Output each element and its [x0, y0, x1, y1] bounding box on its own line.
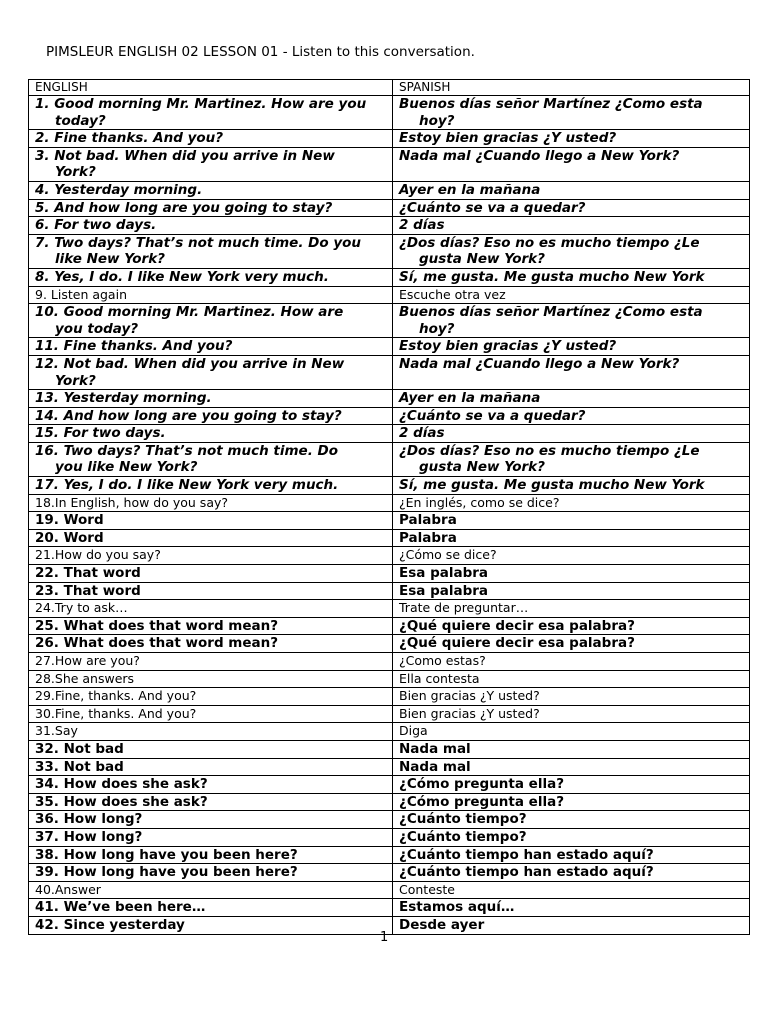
english-cell	[29, 407, 393, 425]
header-spanish: SPANISH	[393, 80, 750, 96]
spanish-text: Estamos aquí…	[399, 899, 515, 916]
table-row	[29, 529, 750, 547]
english-text: 18.In English, how do you say?	[35, 494, 229, 510]
english-cell	[29, 828, 393, 846]
english-cell	[29, 846, 393, 864]
english-text: 15. For two days.	[35, 425, 166, 442]
spanish-cell	[393, 494, 750, 512]
spanish-cell	[393, 723, 750, 741]
english-text: 8. Yes, I do. I like New York very much.	[35, 268, 329, 285]
spanish-text: Escuche otra vez	[399, 286, 506, 302]
spanish-cell	[393, 304, 750, 338]
spanish-cell	[393, 442, 750, 476]
table-row	[29, 582, 750, 600]
english-text-continued: York?	[55, 372, 96, 389]
table-row	[29, 846, 750, 864]
english-cell	[29, 547, 393, 565]
english-text: 27.How are you?	[35, 653, 140, 668]
spanish-cell	[393, 705, 750, 723]
english-cell	[29, 582, 393, 600]
spanish-cell	[393, 529, 750, 547]
table-row	[29, 512, 750, 530]
english-text: 38. How long have you been here?	[35, 846, 298, 863]
english-cell	[29, 147, 393, 181]
english-text: 20. Word	[35, 529, 104, 546]
english-text: 42. Since yesterday	[35, 916, 185, 933]
english-text: 5. And how long are you going to stay?	[35, 199, 333, 216]
english-text: 10. Good morning Mr. Martinez. How are	[35, 304, 344, 321]
spanish-cell	[393, 234, 750, 268]
english-cell	[29, 793, 393, 811]
english-cell	[29, 653, 393, 671]
spanish-text: Nada mal	[399, 758, 471, 775]
spanish-text-continued: gusta New York?	[419, 251, 545, 268]
spanish-cell	[393, 407, 750, 425]
spanish-text-continued: gusta New York?	[419, 459, 545, 476]
english-cell	[29, 881, 393, 899]
table-row	[29, 653, 750, 671]
english-text: 39. How long have you been here?	[35, 864, 298, 881]
english-cell	[29, 565, 393, 583]
english-text: 26. What does that word mean?	[35, 635, 279, 652]
table-row	[29, 147, 750, 181]
spanish-text: Esa palabra	[399, 565, 489, 582]
english-text: 21.How do you say?	[35, 547, 161, 563]
vocabulary-table	[28, 79, 750, 935]
english-text: 23. That word	[35, 582, 141, 599]
spanish-text: Palabra	[399, 529, 457, 546]
english-text: 14. And how long are you going to stay?	[35, 407, 342, 424]
table-row	[29, 425, 750, 443]
table-row	[29, 494, 750, 512]
spanish-text: Ayer en la mañana	[399, 181, 541, 198]
english-text: 33. Not bad	[35, 758, 124, 775]
english-text: 34. How does she ask?	[35, 776, 208, 793]
english-cell	[29, 338, 393, 356]
spanish-text: Ella contesta	[399, 670, 480, 686]
spanish-text: Bien gracias ¿Y usted?	[399, 688, 540, 704]
english-cell	[29, 181, 393, 199]
spanish-cell	[393, 600, 750, 618]
table-row	[29, 338, 750, 356]
spanish-cell	[393, 881, 750, 899]
spanish-cell	[393, 547, 750, 565]
spanish-cell	[393, 217, 750, 235]
english-cell	[29, 234, 393, 268]
spanish-cell	[393, 864, 750, 882]
spanish-cell	[393, 355, 750, 389]
spanish-cell	[393, 390, 750, 408]
table-row	[29, 304, 750, 338]
english-text: 2. Fine thanks. And you?	[35, 130, 224, 147]
table-row	[29, 916, 750, 934]
spanish-cell	[393, 635, 750, 653]
english-text: 24.Try to ask…	[35, 600, 128, 616]
spanish-text: ¿Cómo se dice?	[399, 547, 497, 563]
english-cell	[29, 304, 393, 338]
spanish-cell	[393, 130, 750, 148]
spanish-text: Ayer en la mañana	[399, 390, 541, 407]
english-cell	[29, 130, 393, 148]
english-text: 1. Good morning Mr. Martinez. How are you	[35, 96, 367, 112]
english-text: 29.Fine, thanks. And you?	[35, 688, 197, 704]
english-text-continued: you today?	[55, 320, 139, 337]
spanish-cell	[393, 477, 750, 495]
english-text: 19. Word	[35, 512, 104, 529]
table-row	[29, 407, 750, 425]
english-text: 13. Yesterday morning.	[35, 390, 212, 407]
spanish-text: Conteste	[399, 881, 455, 897]
table-row	[29, 740, 750, 758]
page-title: PIMSLEUR ENGLISH 02 LESSON 01 - Listen to this conversation.	[46, 44, 475, 60]
english-text-continued: like New York?	[55, 251, 166, 268]
table-row	[29, 617, 750, 635]
english-text: 3. Not bad. When did you arrive in New	[35, 147, 335, 164]
english-cell	[29, 705, 393, 723]
english-text: 31.Say	[35, 723, 78, 739]
english-text: 6. For two days.	[35, 217, 157, 234]
english-cell	[29, 268, 393, 286]
table-row	[29, 355, 750, 389]
english-text-continued: today?	[55, 112, 106, 129]
spanish-cell	[393, 425, 750, 443]
spanish-cell	[393, 181, 750, 199]
english-text: 37. How long?	[35, 828, 143, 845]
spanish-cell	[393, 582, 750, 600]
spanish-text: ¿Cuánto se va a quedar?	[399, 199, 586, 216]
table-row	[29, 217, 750, 235]
english-text-continued: York?	[55, 164, 96, 181]
table-row	[29, 670, 750, 688]
english-cell	[29, 512, 393, 530]
table-row	[29, 828, 750, 846]
table-row	[29, 96, 750, 130]
english-text: 4. Yesterday morning.	[35, 181, 203, 198]
spanish-text: Estoy bien gracias ¿Y usted?	[399, 130, 617, 147]
spanish-text-continued: hoy?	[419, 320, 455, 337]
spanish-text: 2 días	[399, 217, 445, 234]
spanish-text: ¿Cómo pregunta ella?	[399, 776, 565, 793]
english-cell	[29, 286, 393, 304]
spanish-cell	[393, 846, 750, 864]
table-row	[29, 881, 750, 899]
english-cell	[29, 670, 393, 688]
header-english: ENGLISH	[29, 80, 393, 96]
table-row	[29, 442, 750, 476]
spanish-text: ¿En inglés, como se dice?	[399, 494, 560, 510]
spanish-cell	[393, 828, 750, 846]
table-row	[29, 565, 750, 583]
spanish-cell	[393, 899, 750, 917]
table-header-row	[29, 80, 750, 96]
spanish-text: Buenos días señor Martínez ¿Como esta	[399, 96, 703, 112]
spanish-text: Desde ayer	[399, 916, 485, 933]
spanish-text: 2 días	[399, 425, 445, 442]
spanish-cell	[393, 776, 750, 794]
spanish-text: Estoy bien gracias ¿Y usted?	[399, 338, 617, 355]
table-row	[29, 811, 750, 829]
spanish-text: Buenos días señor Martínez ¿Como esta	[399, 304, 703, 321]
spanish-text: ¿Como estas?	[399, 653, 486, 668]
spanish-cell	[393, 617, 750, 635]
spanish-cell	[393, 512, 750, 530]
english-cell	[29, 199, 393, 217]
spanish-text: Nada mal ¿Cuando llego a New York?	[399, 355, 680, 372]
spanish-text: Bien gracias ¿Y usted?	[399, 705, 540, 721]
english-cell	[29, 600, 393, 618]
english-cell	[29, 740, 393, 758]
english-cell	[29, 758, 393, 776]
english-text: 16. Two days? That’s not much time. Do	[35, 442, 339, 459]
spanish-cell	[393, 147, 750, 181]
table-row	[29, 268, 750, 286]
english-cell	[29, 529, 393, 547]
table-row	[29, 390, 750, 408]
spanish-text: Esa palabra	[399, 582, 489, 599]
spanish-text-continued: hoy?	[419, 112, 455, 129]
english-text: 7. Two days? That’s not much time. Do you	[35, 234, 362, 251]
spanish-text: ¿Cuánto tiempo?	[399, 828, 527, 845]
spanish-cell	[393, 338, 750, 356]
spanish-text: Palabra	[399, 512, 457, 529]
table-row	[29, 723, 750, 741]
spanish-text: ¿Qué quiere decir esa palabra?	[399, 635, 635, 652]
spanish-text: ¿Dos días? Eso no es mucho tiempo ¿Le	[399, 442, 700, 459]
english-cell	[29, 617, 393, 635]
page-number: 1	[380, 930, 389, 945]
table-row	[29, 547, 750, 565]
spanish-cell	[393, 653, 750, 671]
spanish-cell	[393, 268, 750, 286]
english-cell	[29, 688, 393, 706]
english-text: 25. What does that word mean?	[35, 617, 279, 634]
english-cell	[29, 723, 393, 741]
spanish-cell	[393, 286, 750, 304]
spanish-text: ¿Dos días? Eso no es mucho tiempo ¿Le	[399, 234, 700, 251]
table-row	[29, 758, 750, 776]
english-cell	[29, 635, 393, 653]
english-cell	[29, 494, 393, 512]
english-cell	[29, 916, 393, 934]
english-text: 32. Not bad	[35, 740, 124, 757]
table-row	[29, 688, 750, 706]
spanish-text: ¿Cuánto se va a quedar?	[399, 407, 586, 424]
english-cell	[29, 96, 393, 130]
spanish-cell	[393, 916, 750, 934]
english-text: 17. Yes, I do. I like New York very much.	[35, 477, 339, 494]
spanish-cell	[393, 811, 750, 829]
english-cell	[29, 390, 393, 408]
table-row	[29, 199, 750, 217]
english-cell	[29, 425, 393, 443]
english-text: 9. Listen again	[35, 286, 127, 302]
english-cell	[29, 899, 393, 917]
english-cell	[29, 217, 393, 235]
table-row	[29, 864, 750, 882]
english-cell	[29, 864, 393, 882]
table-row	[29, 705, 750, 723]
spanish-cell	[393, 758, 750, 776]
spanish-text: Diga	[399, 723, 428, 739]
english-text: 12. Not bad. When did you arrive in New	[35, 355, 345, 372]
english-text-continued: you like New York?	[55, 459, 198, 476]
table-row	[29, 776, 750, 794]
spanish-text: Nada mal	[399, 740, 471, 757]
table-row	[29, 477, 750, 495]
spanish-cell	[393, 199, 750, 217]
spanish-cell	[393, 96, 750, 130]
table-row	[29, 130, 750, 148]
english-cell	[29, 811, 393, 829]
spanish-cell	[393, 565, 750, 583]
table-row	[29, 286, 750, 304]
english-text: 40.Answer	[35, 881, 101, 897]
spanish-text: ¿Cuánto tiempo?	[399, 811, 527, 828]
english-cell	[29, 776, 393, 794]
english-cell	[29, 442, 393, 476]
table-row	[29, 793, 750, 811]
table-row	[29, 635, 750, 653]
table-body	[29, 96, 750, 935]
spanish-cell	[393, 670, 750, 688]
spanish-text: Nada mal ¿Cuando llego a New York?	[399, 147, 680, 164]
spanish-cell	[393, 688, 750, 706]
table-row	[29, 600, 750, 618]
english-text: 28.She answers	[35, 670, 135, 686]
english-text: 36. How long?	[35, 811, 143, 828]
spanish-text: Trate de preguntar…	[399, 600, 529, 616]
english-cell	[29, 477, 393, 495]
english-text: 35. How does she ask?	[35, 793, 208, 810]
table-row	[29, 181, 750, 199]
english-text: 41. We’ve been here…	[35, 899, 206, 916]
spanish-text: ¿Cuánto tiempo han estado aquí?	[399, 864, 654, 881]
table-row	[29, 899, 750, 917]
english-text: 30.Fine, thanks. And you?	[35, 705, 197, 721]
table-row	[29, 234, 750, 268]
spanish-text: ¿Qué quiere decir esa palabra?	[399, 617, 635, 634]
english-text: 22. That word	[35, 565, 141, 582]
spanish-cell	[393, 740, 750, 758]
spanish-text: ¿Cómo pregunta ella?	[399, 793, 565, 810]
spanish-cell	[393, 793, 750, 811]
spanish-text: ¿Cuánto tiempo han estado aquí?	[399, 846, 654, 863]
spanish-text: Sí, me gusta. Me gusta mucho New York	[399, 477, 705, 494]
vocabulary-table-container	[28, 79, 749, 935]
english-text: 11. Fine thanks. And you?	[35, 338, 233, 355]
english-cell	[29, 355, 393, 389]
spanish-text: Sí, me gusta. Me gusta mucho New York	[399, 268, 705, 285]
